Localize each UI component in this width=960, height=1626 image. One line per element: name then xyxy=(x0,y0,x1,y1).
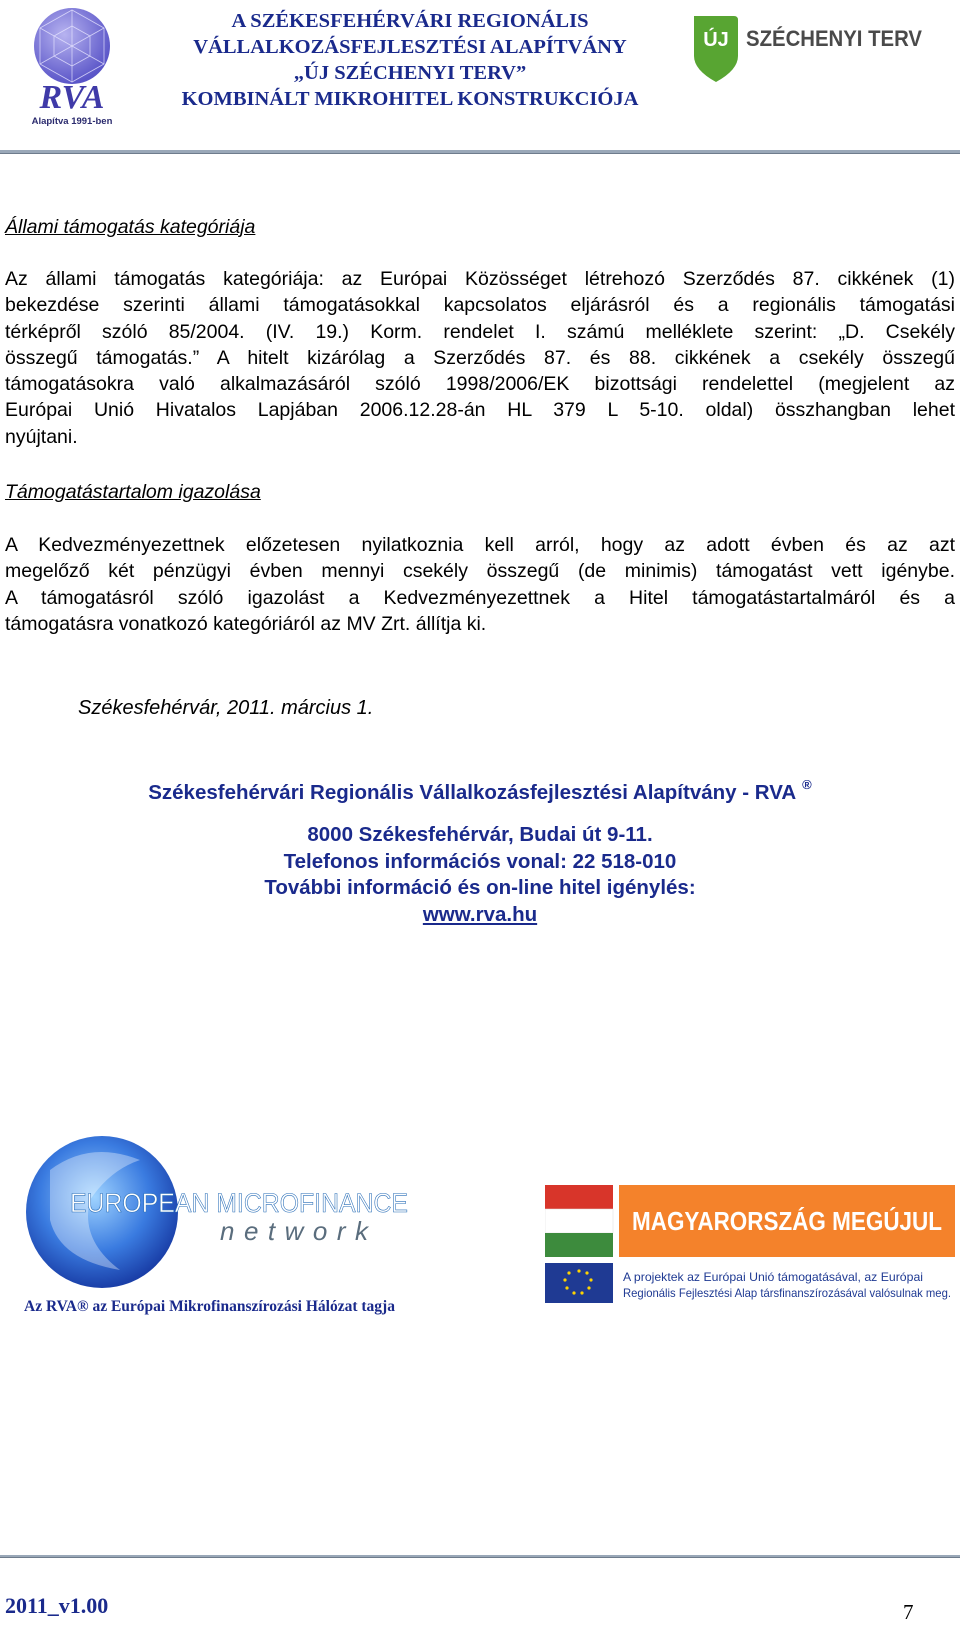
text-line: Az állami támogatás kategóriája: az Európai Közösséget létrehozó Szerződés 87. cikkének (1) xyxy=(5,268,955,290)
address-line: 8000 Székesfehérvár, Budai út 9-11. xyxy=(307,823,653,846)
paragraph-aid-certificate xyxy=(5,532,955,637)
section-heading-aid-certificate: Támogatástartalom igazolása xyxy=(5,481,261,503)
text-line: térképről szóló 85/2004. (IV. 19.) Korm. rendelet I. számú melléklete szerint: „D. Csekély xyxy=(5,320,955,343)
registered-mark: ® xyxy=(802,777,812,792)
svg-text:Alapítva 1991-ben: Alapítva 1991-ben xyxy=(31,116,113,127)
magyarorszag-megujul-banner xyxy=(545,1185,955,1303)
text-line: támogatásokra való alkalmazásáról szóló 1998/2006/EK bizottsági rendelettel (megjelent az xyxy=(5,373,955,396)
emn-membership-caption: Az RVA® az Európai Mikrofinanszírozási Hálózat tagja xyxy=(24,1298,395,1315)
svg-text:Regionális Fejlesztési Alap tá: Regionális Fejlesztési Alap társfinanszírozásával valósulnak meg. xyxy=(623,1286,951,1300)
paragraph-state-aid xyxy=(5,266,955,450)
header-title-line: VÁLLALKOZÁSFEJLESZTÉSI ALAPÍTVÁNY xyxy=(193,36,627,58)
svg-text:RVA: RVA xyxy=(39,79,105,116)
rva-logo xyxy=(22,4,122,128)
contact-block xyxy=(0,822,960,928)
svg-text:A projektek az Európai Unió tá: A projektek az Európai Unió támogatásával, az Európai xyxy=(623,1270,923,1284)
svg-text:network: network xyxy=(220,1216,368,1246)
text-line: Európai Unió Hivatalos Lapjában 2006.12.28-án HL 379 L 5-10. oldal) összhangban lehet xyxy=(5,399,955,422)
organization-name-text: Székesfehérvári Regionális Vállalkozásfejlesztési Alapítvány - RVA xyxy=(148,781,797,804)
svg-text:ÚJ: ÚJ xyxy=(703,29,729,51)
text-line: A támogatásról szóló igazolást a Kedvezményezettnek a Hitel támogatástartalmáról és a xyxy=(5,586,955,609)
text-line: bekezdése szerinti állami támogatásokkal kapcsolatos eljárásról és a regionális támogatási xyxy=(5,294,955,317)
date-line: Székesfehérvár, 2011. március 1. xyxy=(78,697,374,719)
page-number: 7 xyxy=(903,1600,914,1624)
header-title-line: A SZÉKESFEHÉRVÁRI REGIONÁLIS xyxy=(231,10,589,32)
website-link[interactable]: www.rva.hu xyxy=(422,902,538,926)
text-line: megelőző két pénzügyi évben mennyi csekély összegű (de minimis) támogatást vett igénybe. xyxy=(5,560,955,583)
phone-line: Telefonos információs vonal: 22 518-010 xyxy=(283,849,677,873)
text-line: nyújtani. xyxy=(5,425,78,448)
text-line: A Kedvezményezettnek előzetesen nyilatkoznia kell arról, hogy az adott évben és az azt xyxy=(5,534,955,556)
text-line: összegű támogatás.” A hitelt kizárólag a Szerződés 87. és 88. cikkének a csekély összegű xyxy=(5,346,955,369)
szechenyi-terv-logo xyxy=(690,12,930,84)
svg-text:MAGYARORSZÁG MEGÚJUL: MAGYARORSZÁG MEGÚJUL xyxy=(632,1206,943,1236)
svg-text:EUROPEAN MICROFINANCE: EUROPEAN MICROFINANCE xyxy=(70,1188,408,1218)
european-microfinance-network-logo xyxy=(20,1130,420,1296)
text-line: támogatásra vonatkozó kategóriáról az MV Zrt. állítja ki. xyxy=(5,612,487,635)
header-title-line: KOMBINÁLT MIKROHITEL KONSTRUKCIÓJA xyxy=(181,88,639,110)
organization-name xyxy=(0,772,960,807)
more-info-line: További információ és on-line hitel igénylés: xyxy=(264,876,696,899)
svg-text:SZÉCHENYI TERV: SZÉCHENYI TERV xyxy=(746,26,923,51)
header-divider xyxy=(0,150,960,154)
header-title xyxy=(140,8,680,112)
footer-divider xyxy=(0,1555,960,1558)
header-title-line: „ÚJ SZÉCHENYI TERV” xyxy=(293,62,527,84)
section-heading-state-aid: Állami támogatás kategóriája xyxy=(5,216,256,238)
document-version: 2011_v1.00 xyxy=(5,1593,109,1618)
